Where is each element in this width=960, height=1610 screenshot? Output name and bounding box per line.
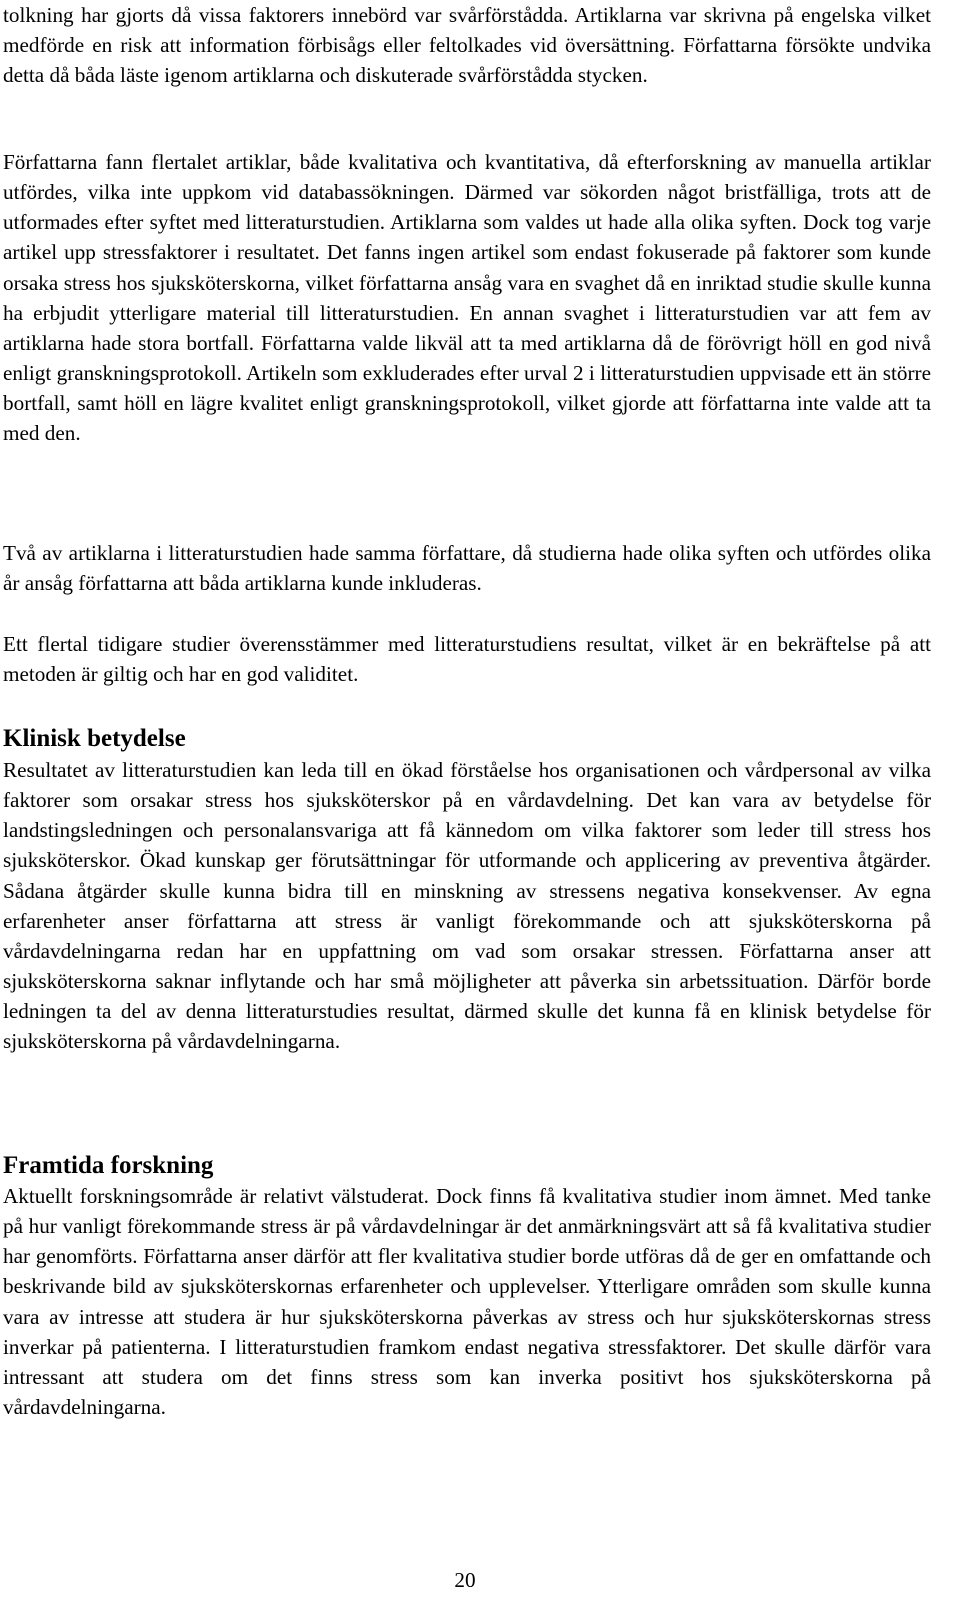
page-number: 20 bbox=[454, 1568, 476, 1592]
paragraph-clinical-significance: Resultatet av litteraturstudien kan leda till en ökad förståelse hos organisationen och vårdpersonal av vilka faktorer som orsakar stress hos sjuksköterskor på en vårdavdelning. Det kan vara av betydelse för landstingsledningen och personalansvariga att få kännedom om vilka faktorer som leder till stress hos sjuksköterskor. Ökad kunskap ger förutsättningar för utformande och applicering av preventiva åtgärder. Sådana åtgärder skulle kunna bidra till en minskning av stressens negativa konsekvenser. Av egna erfarenheter anser författarna att stress är vanligt förekommande och att sjuksköterskorna på vårdavdelningarna redan har en uppfattning om vad som orsakar stressen. Författarna anser att sjuksköterskorna saknar inflytande och har små möjligheter att påverka sin arbetssituation. Därför borde ledningen ta del av denna litteraturstudies resultat, därmed skulle det kunna få en klinisk betydelse för sjuksköterskorna på vårdavdelningarna. bbox=[3, 758, 931, 1054]
paragraph-validity: Ett flertal tidigare studier överensstämmer med litteraturstudiens resultat, vilket är en bekräftelse på att metoden är giltig och har en god validitet. bbox=[3, 632, 931, 687]
paragraph-same-authors: Två av artiklarna i litteraturstudien hade samma författare, då studierna hade olika syften och utfördes olika år ansåg författarna att båda artiklarna kunde inkluderas. bbox=[3, 541, 931, 596]
paragraph-search-limitations: Författarna fann flertalet artiklar, både kvalitativa och kvantitativa, då efterforskning av manuella artiklar utfördes, vilka inte uppkom vid databassökningen. Därmed var sökorden något bristfälliga, trots att de utformades efter syftet med litteraturstudien. Artiklarna som valdes ut hade alla olika syften. Dock tog varje artikel upp stressfaktorer i resultatet. Det fanns ingen artikel som endast fokuserade på faktorer som kunde orsaka stress hos sjuksköterskorna, vilket författarna ansåg vara en svaghet då en inriktad studie skulle kunna ha erbjudit ytterligare material till litteraturstudien. En annan svaghet i litteraturstudien var att fem av artiklarna hade stora bortfall. Författarna valde likväl att ta med artiklarna då de förövrigt höll en god nivå enligt granskningsprotokoll. Artikeln som exkluderades efter urval 2 i litteraturstudien uppvisade ett än större bortfall, samt höll en lägre kvalitet enligt granskningsprotokoll, vilket gjorde att författarna inte valde att ta med den. bbox=[3, 150, 931, 446]
paragraph-translation-limitations: tolkning har gjorts då vissa faktorers innebörd var svårförstådda. Artiklarna var skrivna på engelska vilket medförde en risk att information förbisågs eller feltolkades vid översättning. Författarna försökte undvika detta då båda läste igenom artiklarna och diskuterade svårförstådda stycken. bbox=[3, 3, 931, 88]
heading-clinical-significance: Klinisk betydelse bbox=[3, 725, 186, 752]
heading-future-research: Framtida forskning bbox=[3, 1152, 214, 1179]
paragraph-future-research: Aktuellt forskningsområde är relativt välstuderat. Dock finns få kvalitativa studier inom ämnet. Med tanke på hur vanligt förekommande stress är på vårdavdelningar är det anmärkningsvärt att så få kvalitativa studier har genomförts. Författarna anser därför att fler kvalitativa studier borde utföras då de ger en omfattande och beskrivande bild av sjuksköterskornas erfarenheter och upplevelser. Ytterligare områden som skulle kunna vara av intresse att studera är hur sjuksköterskorna påverkas av stress och hur sjuksköterskornas stress inverkar på patienterna. I litteraturstudien framkom endast negativa stressfaktorer. Det skulle därför vara intressant att studera om det finns stress som kan inverka positivt hos sjuksköterskorna på vårdavdelningarna. bbox=[3, 1184, 931, 1420]
